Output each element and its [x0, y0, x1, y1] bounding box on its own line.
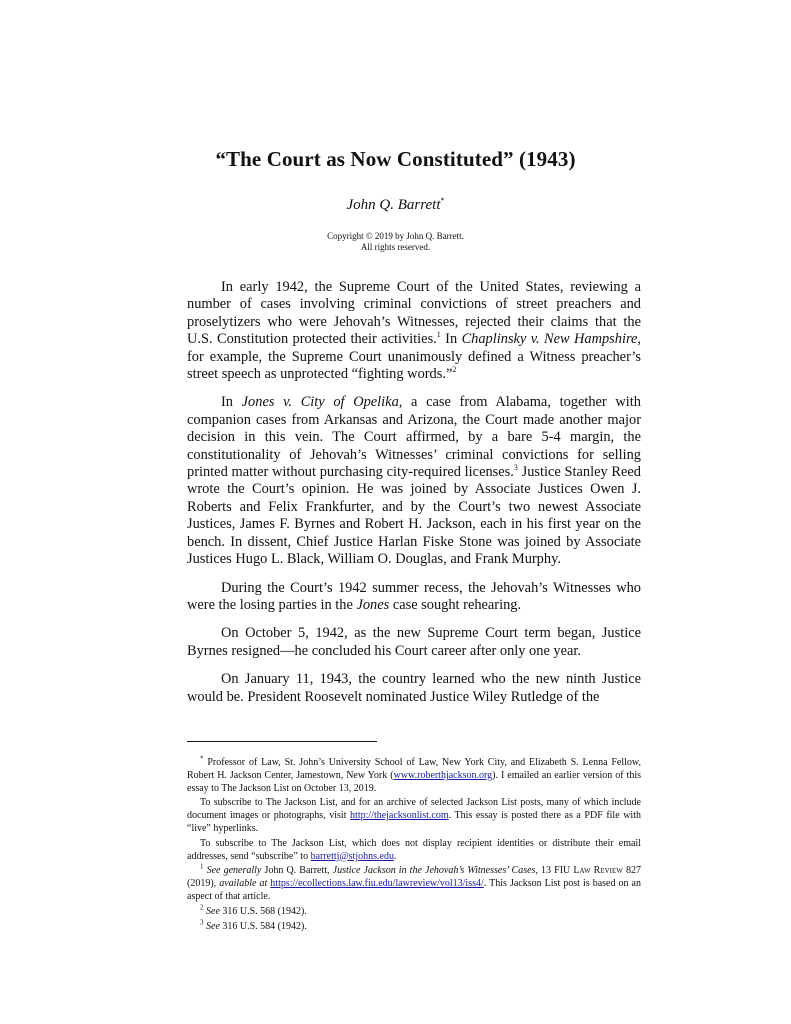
paragraph-1: In early 1942, the Supreme Court of the United States, reviewing a number of cases involving criminal convictions of street preachers and proselytizers who were Jehovah’s Witnesses, rejected their claims that the U.S. Constitution protected their activities.$^1$ In Chaplinsky v. New Hampshire, for example, the Supreme Court unanimously defined a Witness preacher’s street speech as unprotected “fighting words.”$^2$ [187, 279, 642, 383]
footnote-ref-3[interactable]: 3 [513, 463, 518, 473]
case-name: Jones v. City of Opelika [241, 394, 399, 411]
website-link[interactable]: www.roberthjackson.org [393, 769, 493, 781]
article-title: Justice Jackson in the Jehovah’s Witnesses’ Cases [332, 865, 536, 877]
paragraph-5: On January 11, 1943, the country learned who the new ninth Justice would be. President Roosevelt nominated Justice Wiley Rutledge of the [187, 671, 641, 705]
rights-line: All rights reserved. [360, 242, 431, 252]
footnote-subscribe-archive: To subscribe to The Jackson List, and for an archive of selected Jackson List posts, many of which include document images or photographs, visit http://thejacksonlist.com. This essay is posted there as a PDF file with “live” hyperlinks. [187, 797, 641, 834]
footnote-ref-1[interactable]: 1 [436, 330, 441, 340]
paragraph-3: During the Court’s 1942 summer recess, the Jehovah’s Witnesses who were the losing parties in the Jones case sought rehearing. [187, 579, 641, 613]
footnotes [187, 754, 642, 935]
case-name: Jones [356, 596, 390, 613]
email-link[interactable]: barrettj@stjohns.edu [310, 850, 394, 862]
footnote-1: $^1$ See generally John Q. Barrett, Justice Jackson in the Jehovah’s Witnesses’ Cases, 13 FIU Law Review 827 (2019), available at https://ecollections.law.fiu.edu/lawreview/vol13/iss4/. This Jackson List post is based on an aspect of that article. [187, 863, 642, 902]
case-name: Chaplinsky v. New Hampshire [461, 331, 638, 348]
author-line [0, 196, 791, 214]
footnote-star: * Professor of Law, St. John’s University School of Law, New York City, and Elizabeth S. Lenna Fellow, Robert H. Jackson Center, Jamestown, New York (www.roberthjackson.org). I emailed an earlier version of this essay to The Jackson List on October 13, 2019. [187, 754, 641, 794]
footnote-2: $^2$ See 316 U.S. 568 (1942). [200, 903, 307, 917]
footnote-divider [187, 741, 377, 742]
footnote-subscribe-email: To subscribe to The Jackson List, which does not display recipient identities or distribute their email addresses, send “subscribe” to barrettj@stjohns.edu. [187, 837, 641, 862]
copyright-notice [0, 231, 791, 253]
footnote-ref-2[interactable]: 2 [452, 365, 457, 375]
jackson-list-link[interactable]: http://thejacksonlist.com [350, 810, 449, 822]
footnote-3: $^3$ See 316 U.S. 584 (1942). [200, 918, 307, 932]
copyright-line: Copyright © 2019 by John Q. Barrett. [327, 231, 464, 241]
paragraph-4: On October 5, 1942, as the new Supreme Court term began, Justice Byrnes resigned—he concluded his Court career after only one year. [187, 625, 641, 659]
body-text [187, 279, 641, 717]
page-title: “The Court as Now Constituted” (1943) [215, 147, 576, 171]
law-review-link[interactable]: https://ecollections.law.fiu.edu/lawreview/vol13/iss4/ [270, 878, 484, 890]
author-footnote-marker[interactable]: * [440, 196, 445, 205]
author-name: John Q. Barrett [346, 197, 441, 213]
paragraph-2: In Jones v. City of Opelika, a case from Alabama, together with companion cases from Arkansas and Arizona, the Court made another major decision in this vein. The Court affirmed, by a bare 5-4 margin, the constitutionality of Jehovah’s Witnesses’ criminal convictions for selling printed matter without purchasing city-required licenses.$^3$ Justice Stanley Reed wrote the Court’s opinion. He was joined by Associate Justices Owen J. Roberts and Felix Frankfurter, and by the Court’s two newest Associate Justices, James F. Byrnes and Robert H. Jackson, each in his first year on the bench. In dissent, Chief Justice Harlan Fiske Stone was joined by Associate Justices Hugo L. Black, William O. Douglas, and Frank Murphy. [187, 394, 641, 568]
